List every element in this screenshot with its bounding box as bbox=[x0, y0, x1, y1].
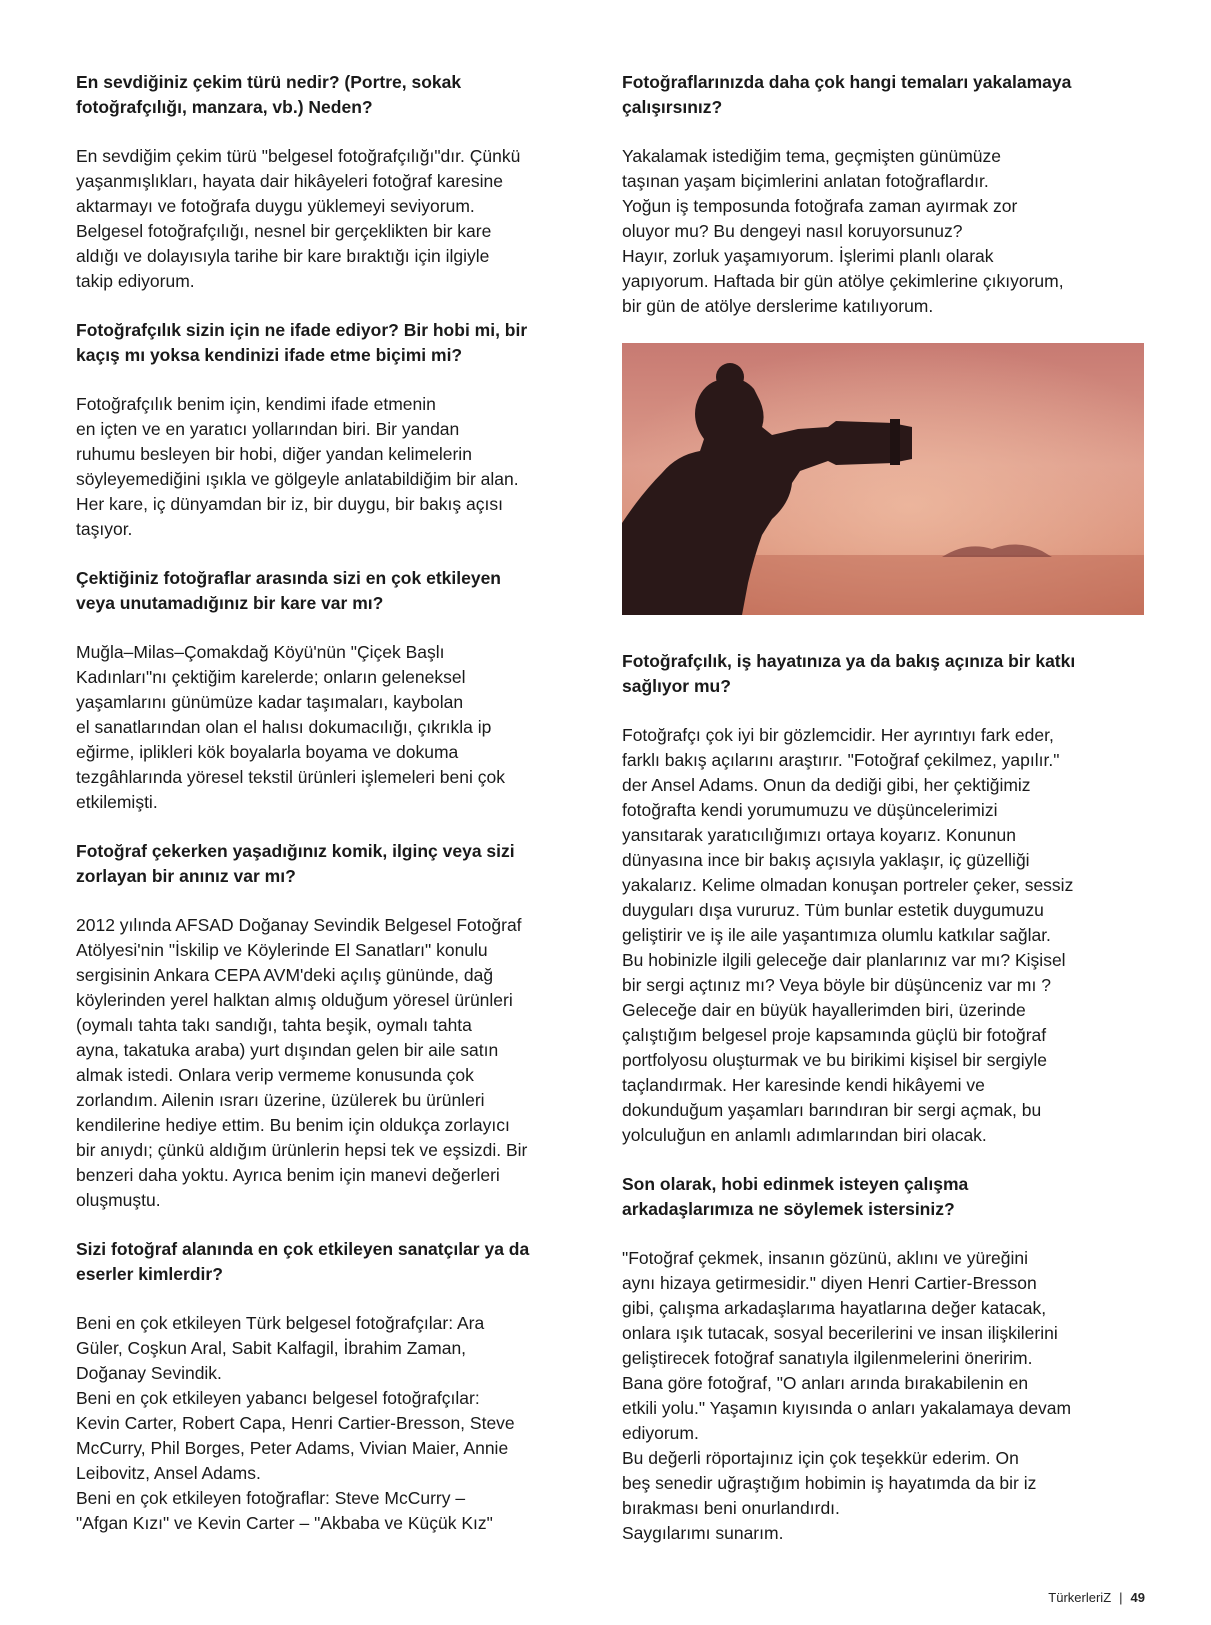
question-advice: Son olarak, hobi edinmek isteyen çalışma arkadaşlarımıza ne söylemek istersiniz? bbox=[622, 1174, 969, 1219]
question-funny-memory: Fotoğraf çekerken yaşadığınız komik, ilginç veya sizi zorlayan bir anınız var mı? bbox=[76, 841, 515, 886]
answer-meaning-of-photography: Fotoğrafçılık benim için, kendimi ifade etmenin en içten ve en yaratıcı yollarından biri. Bir yandan ruhumu besleyen bir hobi, diğer yandan kelimelerin söyleyemediğini ışıkla ve gölgeyle anlatabildiğim bir alan. Her kare, iç dünyamdan bir iz, bir duygu, bir bakış açısı taşıyor. bbox=[76, 394, 519, 539]
answer-funny-memory: 2012 yılında AFSAD Doğanay Sevindik Belgesel Fotoğraf Atölyesi'nin "İskilip ve Köylerinde El Sanatları" konulu sergisinin Ankara CEPA AVM'deki açılış gününde, dağ köylerinden yerel halktan almış olduğum yöresel ürünleri (oymalı tahta takı sandığı, tahta beşik, oymalı tahta ayna, takatuka araba) yurt dışından gelen bir aile satın almak istedi. Onlara verip vermeme konusunda çok zorlandım. Ailenin ısrarı üzerine, üzülerek bu ürünleri kendilerine hediye ettim. Bu benim için oldukça zorlayıcı bir anıydı; çünkü aldığım ürünlerin hepsi tek ve eşsizdi. Bir benzeri daha yoktu. Ayrıca benim için manevi değerleri oluşmuştu. bbox=[76, 915, 528, 1210]
answer-unforgettable-frame: Muğla–Milas–Çomakdağ Köyü'nün "Çiçek Başlı Kadınları"nı çektiğim karelerde; onların geleneksel yaşamlarını günümüze kadar taşımaları, kaybolan el sanatlarından olan el halısı dokumacılığı, çıkrıkla ip eğirme, iplikleri kök boyalarla boyama ve dokuma tezgâhlarında yöresel tekstil ürünleri işlemeleri beni çok etkilemişti. bbox=[76, 642, 505, 812]
question-themes: Fotoğraflarınızda daha çok hangi temaları yakalamaya çalışırsınız? bbox=[622, 72, 1072, 117]
answer-contribution: Fotoğrafçı çok iyi bir gözlemcidir. Her ayrıntıyı fark eder, farklı bakış açılarını araştırır. "Fotoğraf çekilmez, yapılır." der Ansel Adams. Onun da dediği gibi, her çektiğimiz fotoğrafta kendi yorumumuzu ve düşüncelerimizi yansıtarak yaratıcılığımızı ortaya koyarız. Konunun dünyasına ince bir bakış açısıyla yaklaşır, iç güzelliği yakalarız. Kelime olmadan konuşan portreler çeker, sessiz duyguları dışa vururuz. Tüm bunlar estetik duygumuzu geliştirir ve iş ile aile yaşantımıza olumlu katkılar sağlar. Bu hobinizle ilgili geleceğe dair planlarınız var mı? Kişisel bir sergi açtınız mı? Veya böyle bir düşünceniz var mı ? Geleceğe dair en büyük hayallerimden biri, üzerinde çalıştığım belgesel proje kapsamında güçlü bir fotoğraf portfolyosu oluşturmak ve bu birikimi kişisel bir sergiyle taçlandırmak. Her karesinde kendi hikâyemi ve dokunduğum yaşamları barındıran bir sergi açmak, bu yolculuğun en anlamlı adımlarından biri olacak. bbox=[622, 725, 1074, 1145]
page-number: 49 bbox=[1130, 1590, 1145, 1605]
answer-themes: Yakalamak istediğim tema, geçmişten günümüze taşınan yaşam biçimlerini anlatan fotoğraflardır. Yoğun iş temposunda fotoğrafa zaman ayırmak zor oluyor mu? Bu dengeyi nasıl koruyorsunuz? Hayır, zorluk yaşamıyorum. İşlerimi planlı olarak yapıyorum. Haftada bir gün atölye çekimlerine çıkıyorum, bir gün de atölye derslerime katılıyorum. bbox=[622, 146, 1064, 316]
left-column bbox=[76, 70, 588, 1560]
question-favorite-genre: En sevdiğiniz çekim türü nedir? (Portre, sokak fotoğrafçılığı, manzara, vb.) Neden? bbox=[76, 72, 462, 117]
question-influential-artists: Sizi fotoğraf alanında en çok etkileyen sanatçılar ya da eserler kimlerdir? bbox=[76, 1239, 530, 1284]
magazine-brand: TürkerleriZ bbox=[1048, 1590, 1112, 1605]
question-contribution: Fotoğrafçılık, iş hayatınıza ya da bakış açınıza bir katkı sağlıyor mu? bbox=[622, 651, 1076, 696]
answer-influential-artists: Beni en çok etkileyen Türk belgesel fotoğrafçılar: Ara Güler, Coşkun Aral, Sabit Kalfagil, İbrahim Zaman, Doğanay Sevindik. Beni en çok etkileyen yabancı belgesel fotoğrafçılar: Kevin Carter, Robert Capa, Henri Cartier-Bresson, Steve McCurry, Phil Borges, Peter Adams, Vivian Maier, Annie Leibovitz, Ansel Adams. Beni en çok etkileyen fotoğraflar: Steve McCurry – "Afgan Kızı" ve Kevin Carter – "Akbaba ve Küçük Kız" bbox=[76, 1313, 515, 1533]
answer-favorite-genre: En sevdiğim çekim türü "belgesel fotoğrafçılığı"dır. Çünkü yaşanmışlıkları, hayata dair hikâyeleri fotoğraf karesine aktarmayı ve fotoğrafa duygu yüklemeyi seviyorum. Belgesel fotoğrafçılığı, nesnel bir gerçeklikten bir kare aldığı ve dolayısıyla tarihe bir kare bıraktığı için ilgiyle takip ediyorum. bbox=[76, 146, 521, 291]
answer-advice: "Fotoğraf çekmek, insanın gözünü, aklını ve yüreğini aynı hizaya getirmesidir." diyen Henri Cartier-Bresson gibi, çalışma arkadaşlarıma hayatlarına değer katacak, onlara ışık tutacak, sosyal becerilerini ve insan ilişkilerini geliştirecek fotoğraf sanatıyla ilgilenmelerini öneririm. Bana göre fotoğraf, "O anları arında bırakabilenin en etkili yolu." Yaşamın kıyısında o anları yakalamaya devam ediyorum. Bu değerli röportajınız için çok teşekkür ederim. On beş senedir uğraştığım hobimin iş hayatımda da bir iz bırakması beni onurlandırdı. Saygılarımı sunarım. bbox=[622, 1248, 1072, 1543]
page-footer bbox=[1048, 1590, 1145, 1605]
photographer-silhouette-photo bbox=[622, 343, 1144, 615]
question-unforgettable-frame: Çektiğiniz fotoğraflar arasında sizi en çok etkileyen veya unutamadığınız bir kare var mı? bbox=[76, 568, 501, 613]
right-column bbox=[622, 70, 1144, 1570]
footer-separator: | bbox=[1119, 1590, 1123, 1605]
question-meaning-of-photography: Fotoğrafçılık sizin için ne ifade ediyor? Bir hobi mi, bir kaçış mı yoksa kendinizi ifade etme biçimi mi? bbox=[76, 320, 528, 365]
